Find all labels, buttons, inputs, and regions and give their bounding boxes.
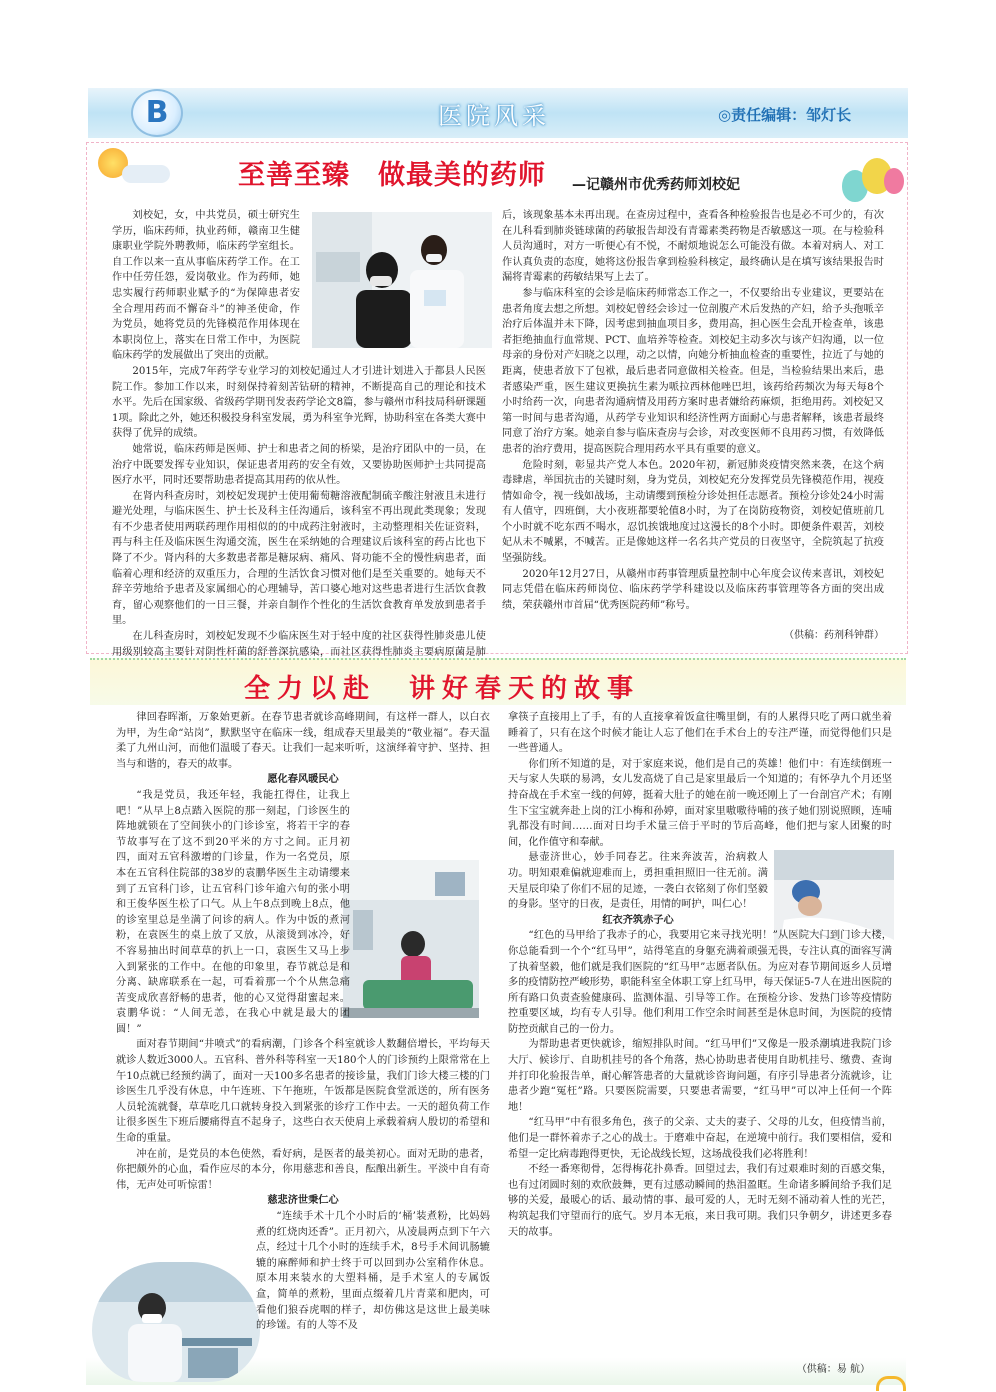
section-badge: B [131,89,183,137]
article1-subtitle: —记赣州市优秀药师刘校妃 [572,177,740,193]
article1-paragraph: 在肾内科查房时，刘校妃发现护士使用葡萄糖溶液配制硫辛酸注射液且未进行避光处理，与临床医生、护士长及科主任沟通后，该科室不再出现此类现象；发现有不少患者使用两联药理作用相似的的中成药注射液时，主动整理相关佐证资料，再与科主任及临床医生沟通交流，医生在采纳她的合理建议后该科室的药占比也下降了不少。肾内科的大多数患者都是糖尿病、痛风、肾功能不全的慢性病患者，面临着心理和经济的双重压力，合理的生活饮食习惯对他们是至关重要的。她每天不辞辛劳地给予患者及家属细心的心理辅导，苦口婆心地对这些患者进行生活饮食教育，留心观察他们的一日三餐，并亲自制作个性化的生活饮食教育单发放到患者手里。 [112,490,486,627]
article2-headline: 全力以赴 讲好春天的故事 [244,674,641,704]
article2-paragraph: 悬壶济世心，妙手同春艺。往来奔波苦，治病救人功。明知艰难偏就迎难而上，勇担重担照旧一往无前。满天星辰印染了你们不屈的足迹，一袭白衣铭刻了你们坚毅的身影。坚守的日夜，是责任，用情的呵护，叫仁心！ [508,852,768,911]
article2-credit: （供稿：易 航） [796,1364,870,1375]
article2-subheading: 红衣齐筑赤子心 [602,913,674,926]
article1-col1 [112,208,486,658]
article2-col1 [116,710,490,1380]
article2-intro: 律回春晖渐，万象始更新。在春节患者就诊高峰期间，有这样一群人，以白衣为甲，为生命“站岗”，默默坚守在临床一线，组成春天里最美的“敬业福”。春天温柔了九州山河，而他们温暖了春天。让我们一起来听听，这演绎着守护、坚持、担当与和谐的，春天的故事。 [116,712,490,770]
article2-subheading: 慈悲济世秉仁心 [267,1194,339,1207]
editor-credit: ◎责任编辑：邹灯长 [718,106,852,124]
article2-paragraph: 你们所不知道的是，对于家庭来说，他们是自己的英雄！他们中：有连续倒班一天与家人失联的易鸿，女儿发高烧了自己是家里最后一个知道的；有怀孕九个月还坚持奋战在手术室一线的何婷，挺着大肚子的她在前一晚还刚上了一台剖宫产术；有刚生下宝宝就奔赴上岗的江小梅和孙婷，面对家里嗷嗷待哺的孩子她们别说照顾，连哺乳都没有时间……面对日均手术量三倍于平时的节后高峰，他们把与家人团聚的时间，化作值守和奉献。 [508,758,892,848]
article1-paragraph: 参与临床科室的会诊是临床药师常态工作之一，不仅要给出专业建议，更要站在患者角度去想之所想。刘校妃曾经会诊过一位剖腹产术后发热的产妇，给予头孢哌辛治疗后体温并未下降，因考虑到抽血项目多，费用高，担心医生会乱开检查单，该患者拒绝抽血行血常规、PCT、血培养等检查。刘校妃主动多次与该产妇沟通，以一位母亲的身份对产妇晓之以理，动之以情，向她分析抽血检查的重要性，拉近了与她的距离，使患者放下了包袱，最后患者同意做相关检查。但是，当检验结果出来后，患者感染严重，医生建议更换抗生素为哌拉西林他唑巴坦，该药给药频次为每天每8个小时给药一次，向患者沟通病情及用药方案时患者嫌给药麻烦，拒绝用药。刘校妃又第一时间与患者沟通，从药学专业知识和经济性两方面耐心与患者解释，该患者最终同意了治疗方案。她亲自参与临床查房与会诊，对改变医师不良用药习惯，有效降低患者的治疗费用，提高医院合理用药水平具有重要的意义。 [502,287,884,455]
article1-paragraph: 2020年12月27日，从赣州市药事管理质量控制中心年度会议传来喜讯，刘校妃同志凭借在临床药师岗位、临床药学学科建设以及临床药事管理等各方面的突出成绩，荣获赣州市首届“优秀医院药师”称号。 [502,568,884,611]
article1-credit: （供稿：药剂科钟群） [784,630,884,641]
balloon-icon [884,168,904,194]
article2-col2 [508,710,892,1360]
article2-subheading: 愿化春风暖民心 [267,773,339,786]
article1-paragraph: 刘校妃，女，中共党员，硕士研究生学历，临床药师，执业药师，赣南卫生健康职业学院外聘教师，临床药学室组长。自工作以来一直从事临床药学工作。在工作中任劳任怨，爱岗敬业。作为药师，她忠实履行药师职业赋予的“为保障患者安全合理用药而不懈奋斗”的神圣使命，作为党员，她将党员的先锋模范作用体现在本职岗位上，落实在日常工作中，为医院临床药学的发展做出了突出的贡献。 [112,210,300,362]
rainbow-icon [876,1376,906,1391]
article2-paragraph: 为帮助患者更快就诊，缩短排队时间。“红马甲们”又像是一股杀潮填进我院门诊大厅、候诊厅、自助机挂号的各个角落，热心协助患者使用自助机挂号、缴费、查询并打印化验报告单，耐心解答患者的大量就诊咨询问题，有序引导患者分流就诊，让患者少跑“冤枉”路。只要医院需要，只要患者需要，“红马甲”可以冲上任何一个阵地！ [508,1039,892,1113]
article1-headline: 至善至臻 做最美的药师 [238,160,546,191]
article1-paragraph: 危险时刻，彰显共产党人本色。2020年初，新冠肺炎疫情突然来袭，在这个病毒肆虐，举国抗击的关键时刻，身为党员，刘校妃充分发挥党员先锋模范作用，视疫情如命令，视一线如战场，主动请缨到预检分诊处担任志愿者。预检分诊处24小时需有人值守，四班倒，大小夜班都要轮值8小时，为了在岗防疫物资，刘校妃值班前几个小时就不吃东西不喝水，忍饥挨饿地度过这漫长的8个小时。即便条件艰苦，刘校妃从未不喊累，不喊苦。正是像她这样一名名共产党员的日夜坚守，全院筑起了抗疫坚强防线。 [502,459,884,565]
article1-paragraph: 2015年，完成7年药学专业学习的刘校妃通过人才引进计划进入于都县人民医院工作。参加工作以来，时刻保持着刻苦钻研的精神，不断提高自己的理论和技术水平。先后在国家级、省级药学期刊发表药学论文8篇，参与赣州市科技局科研课题1项。除此之外，她还积极投身科室发展，勇为科室争光辉，协助科室在各类大赛中获得了优异的成绩。 [112,365,486,440]
article2-paragraph: 冲在前，是党员的本色使然，看好病，是医者的最美初心。面对无助的患者，你把颇外的心血，看作应尽的本分，你用慈悲和善良，酝酿出新生。平淡中自有奇伟，无声处可听惊雷！ [116,1148,490,1191]
article2-paragraph: 拿筷子直接用上了手，有的人直接拿着饭盒往嘴里倒，有的人累得只吃了两口就坐着睡着了，只有在这个时候才能让人忘了他们在手术台上的专注严谨，而觉得他们只是一些普通人。 [508,712,892,755]
cloud-icon [122,165,170,183]
section-title: 医院风采 [438,102,550,130]
article1-paragraph: 她常说，临床药师是医师、护士和患者之间的桥梁，是治疗团队中的一员，在治疗中既要发挥专业知识，保证患者用药的安全有效，又要协助医师护士共同提高医疗水平，同时还要帮助患者提高其用药的依从性。 [112,443,486,487]
article2-paragraph: “连续手术十几个小时后的‘桶’装煮粉，比妈妈煮的红烧肉还香”。正月初六，从凌晨两点到下午六点，经过十几个小时的连续手术，8号手术间讥肠辘辘的麻醉师和护士终于可以回到办公室稍作休息。原本用来装水的大塑料桶，是手术室人的专属饭盒，简单的煮粉，里面点缀着几片青菜和肥肉，可看他们狼吞虎咽的样子，却仿佛这是这世上最美味的珍馐。有的人等不及 [256,1211,490,1332]
article2-paragraph: 面对春节期间“井喷式”的看病潮，门诊各个科室就诊人数翻倍增长，平均每天就诊人数近3000人。五官科、普外科等科室一天180个人的门诊预约上限常常在上午10点就已经预约满了，面对一天100多名患者的接诊量，我们门诊大楼三楼的门诊医生几乎没有休息，中午连班、下午拖班，午饭都是医院食堂派送的，所有医务人员轮流就餐，草草吃几口就转身投入到紧张的诊疗工作中去。一天的超负荷工作让很多医生下班后腰痛得直不起身子，这些白衣天使肩上承载着病人殷切的希望和生命的重量。 [116,1039,490,1145]
article2-paragraph: “红色的马甲给了我赤子的心，我要用它来寻找光明！”从医院大门到门诊大楼，你总能看到一个个“红马甲”，站得笔直的身躯充满着顽强无畏，专注认真的面容写满了执着坚毅，他们就是我们医院的“红马甲”志愿者队伍。为应对春节期间返乡人员增多的疫情防控严峻形势，职能科室全体职工穿上红马甲，每天保证5-7人在进出医院的所有路口负责查验健康码、监测体温、引导等工作。在预检分诊、发热门诊等疫情防控重要区域，均有专人引导。他们利用工作空余时间甚至是休息时间，为医院的疫情防控贡献自己的一份力。 [508,930,892,1035]
article2-paragraph: 不经一番寒彻骨，怎得梅花扑鼻香。回望过去，我们有过艰难时刻的百感交集，也有过闭圆时刻的欢欣鼓舞，更有过感动瞬间的热泪盈眶。生命诸多瞬间给予我们足够的关爱，最暖心的话、最动情的事、最可爱的人，无时无刻不涌动着人性的光芒，构筑起我们守望而行的底气。岁月本无痕，来日我可期。我们只争朝夕，讲述更多春天的故事。 [508,1164,892,1238]
article2-paragraph: “我是党员，我还年轻，我能扛得住，让我上吧！”从早上8点踏入医院的那一刻起，门诊医生的阵地就锁在了空间狭小的门诊诊室，将若干字的春节故事写在了这不到20平米的方寸之间。正月初四，面对五官科激增的门诊量，作为一名党员，原本在五官科住院部的38岁的袁鹏华医生主动请缨来到了五官科门诊，让五官科门诊年逾六旬的张小明和王俊华医生松了口气。从上午8点到晚上8点，他的诊室里总是坐满了问诊的病人。作为中饭的煮河粉，在袁医生的桌上放了又放，从滚烫到冰冷，好不容易抽出时间草草的扒上一口，袁医生又马上步入到紧张的工作中。在他的印象里，春节就总是和分离、缺席联系在一起，可看着那一个个从焦急痛苦变成欣喜舒畅的患者，他的心又觉得甜蜜起来。袁鹏华说：“人间无恙，在我心中就是最大的团圆！” [116,789,350,1035]
article1-paragraph: 在儿科查房时，刘校妃发现不少临床医生对于轻中度的社区获得性肺炎患儿使用级别较高主要针对阴性杆菌的舒普深抗感染，而社区获得性肺炎主要病原菌是肺 [112,631,486,658]
article1-col2 [502,208,884,628]
article2-paragraph: “红马甲”中有很多角色，孩子的父亲、丈夫的妻子、父母的儿女，但疫情当前，他们是一群怀着赤子之心的战士。于磨难中奋起，在逆境中前行。我们要相信，爱和希望一定比病毒跑得更快，无论战线长短，这场战役我们必将胜利！ [508,1117,892,1160]
article1-paragraph: 后，该现象基本未再出现。在查房过程中，查看各种检验报告也是必不可少的，有次在儿科看到肺炎链球菌的药敏报告却没有青霉素类药物是否敏感这一项。在与检验科人员沟通时，对方一听便心有不悦，不耐烦地说怎么可能没有做。本着对病人、对工作认真负责的态度，她将这份报告拿到检验科核定，最终确认是在填写该结果报告时漏将青霉素的药敏结果写上去了。 [502,210,884,284]
